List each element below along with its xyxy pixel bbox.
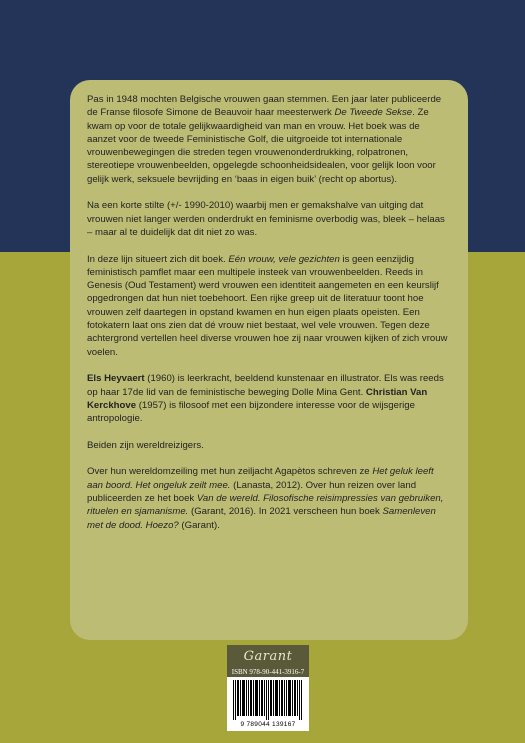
blurb-panel: [70, 80, 468, 640]
barcode-block: [227, 645, 309, 731]
garant-logo: Garant: [227, 645, 309, 667]
author-name-christian-van-kerckhove: Christian Van Kerckhove: [87, 386, 428, 411]
travelers-paragraph: Beiden zijn wereldreizigers.: [87, 439, 204, 451]
book-description-paragraph: In deze lijn situeert zich dit boek. Eén vrouw, vele gezichten is geen eenzijdig feministisch pamflet maar een multipele insteek van vrouwenbeelden. Reeds in Genesis (Oud Testament) werd vrouwen een identiteit aangemeten en een keurslijf opgedrongen dat hun niet toebehoort. Een rijke greep uit de literatuur toont hoe vrouwen zelf daartegen in opstand kwamen en hun eigen plaats opeisten. Een fotokatern laat ons zien dat dé vrouw niet bestaat, wel vele vrouwen. Tegen deze achtergrond vertellen heel diverse vrouwen hoe zij naar vrouwen kijken of zich vrouw voelen.: [87, 253, 448, 358]
isbn-label: ISBN 978-90-441-3916-7: [227, 667, 309, 677]
authors-paragraph: Els Heyvaert (1960) is leerkracht, beeldend kunstenaar en illustrator. Els was reeds op haar 17de lid van de feministische beweging Dolle Mina Gent. Christian Van Kerckhove (1957) is filosoof met een bijzondere interesse voor de wijsgerige antropologie.: [87, 373, 444, 425]
barcode-digits: 9 789044 139167: [240, 721, 296, 728]
book-title-de-tweede-sekse: De Tweede Sekse: [334, 107, 413, 119]
barcode-icon: [232, 680, 304, 720]
intro-paragraph: Pas in 1948 mochten Belgische vrouwen gaan stemmen. Een jaar later publiceerde de Franse filosofe Simone de Beauvoir haar meesterwerk De Tweede Sekse. Ze kwam op voor de totale gelijkwaardigheid van man en vrouw. Het boek was de aanzet voor de tweede Feministische Golf, die uitgroeide tot internationale vrouwenbewegingen die streden tegen vrouwenonderdrukking, rolpatronen, stereotiepe vrouwenbeelden, opgelegde schoonheidsidealen, voor gelijk loon voor gelijk werk, seksuele bevrijding en ‘baas in eigen buik’ (recht op abortus).: [87, 94, 442, 185]
book-title-van-de-wereld: Van de wereld. Filosofische reisimpressies van gebruiken, rituelen en sjamanisme.: [87, 492, 444, 518]
author-name-els-heyvaert: Els Heyvaert: [87, 373, 145, 385]
bibliography-paragraph: Over hun wereldomzeiling met hun zeiljacht Agapètos schreven ze Het geluk leeft aan boord. Het ongeluk zeilt mee. (Lanasta, 2012). Over hun reizen over land publiceerden ze het boek Van de wereld. Filosofische reisimpressies van gebruiken, rituelen en sjamanisme. (Garant, 2016). In 2021 verscheen hun boek Samenleven met de dood. Hoezo? (Garant).: [87, 466, 444, 531]
book-title-samenleven: Samenleven met de dood. Hoezo?: [87, 506, 436, 531]
second-paragraph: Na een korte stilte (+/- 1990-2010) waarbij men er gemakshalve van uitging dat vrouwen niet langer werden onderdrukt en feminisme overbodig was, bleek – helaas – maar al te duidelijk dat dit niet zo was.: [87, 200, 445, 238]
book-title-het-geluk: Het geluk leeft aan boord. Het ongeluk zeilt mee.: [87, 466, 434, 491]
book-title: Eén vrouw, vele gezichten: [228, 253, 340, 265]
